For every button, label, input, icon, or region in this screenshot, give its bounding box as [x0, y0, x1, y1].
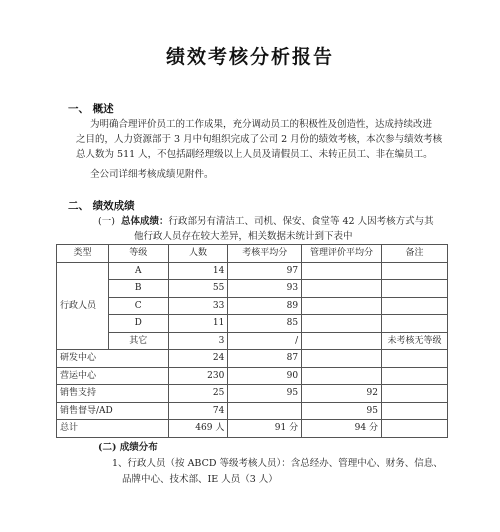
- type-cell: 销售支持: [57, 385, 169, 403]
- grade-cell: 其它: [108, 332, 168, 350]
- note-cell: [382, 350, 448, 368]
- total-label-cell: 总计: [57, 420, 169, 438]
- count-cell: 33: [168, 297, 228, 315]
- count-cell: 25: [168, 385, 228, 403]
- overview-line-3: 总人数为 511 人，不包括副经理级以上人员及请假员工、未转正员工、非在编员工。: [76, 149, 433, 160]
- grade-cell: C: [108, 297, 168, 315]
- header-cell: 类型: [57, 245, 109, 263]
- report-title: 绩效考核分析报告: [165, 46, 334, 68]
- mgmt-cell: [302, 262, 382, 280]
- grade-cell: A: [108, 262, 168, 280]
- overview-line-2: 之目的，人力资源部于 3 月中旬组织完成了公司 2 月份的绩效考核，本次参与绩效考核: [76, 134, 443, 145]
- note-cell: [382, 367, 448, 385]
- count-cell: 74: [168, 402, 228, 420]
- overall-text-2: 他行政人员存在较大差异，相关数据未统计到下表中: [134, 231, 353, 242]
- avg-cell: [228, 402, 302, 420]
- mgmt-cell: [302, 315, 382, 333]
- subsection-overall: [98, 214, 434, 229]
- avg-cell: 93: [228, 280, 302, 298]
- table-row: [57, 385, 448, 403]
- total-count-cell: 469 人: [168, 420, 228, 438]
- mgmt-cell: [302, 280, 382, 298]
- table-row: [57, 315, 448, 333]
- header-cell: 管理评价平均分: [302, 245, 382, 263]
- mgmt-cell: [302, 332, 382, 350]
- note-cell: [382, 402, 448, 420]
- mgmt-cell: [302, 297, 382, 315]
- distribution-line-2: 品牌中心、技术部、IE 人员（3 人）: [122, 474, 278, 485]
- table-row: [57, 367, 448, 385]
- avg-cell: 95: [228, 385, 302, 403]
- mgmt-cell: [302, 350, 382, 368]
- performance-table: [56, 244, 448, 438]
- count-cell: 230: [168, 367, 228, 385]
- total-avg-cell: 91 分: [228, 420, 302, 438]
- table-row: [57, 280, 448, 298]
- grade-cell: D: [108, 315, 168, 333]
- count-cell: 3: [168, 332, 228, 350]
- mgmt-cell: 92: [302, 385, 382, 403]
- table-row: [57, 402, 448, 420]
- avg-cell: 87: [228, 350, 302, 368]
- total-mgmt-cell: 94 分: [302, 420, 382, 438]
- table-row: [57, 262, 448, 280]
- subsection-number: (一): [98, 216, 115, 227]
- subsection-distribution-heading: (二) 成绩分布: [98, 442, 158, 453]
- note-cell: [382, 420, 448, 438]
- overview-line-1: 为明确合理评价员工的工作成果，充分调动员工的积极性及创造性，达成持续改进: [90, 119, 433, 130]
- grade-cell: B: [108, 280, 168, 298]
- note-cell: [382, 262, 448, 280]
- count-cell: 11: [168, 315, 228, 333]
- avg-cell: 90: [228, 367, 302, 385]
- section-heading-performance: 二、 绩效成绩: [68, 200, 135, 212]
- table-row: [57, 332, 448, 350]
- table-header-row: [57, 245, 448, 263]
- table-row: [57, 297, 448, 315]
- note-cell: [382, 315, 448, 333]
- header-cell: 等级: [108, 245, 168, 263]
- table-total-row: [57, 420, 448, 438]
- note-cell: [382, 280, 448, 298]
- avg-cell: 89: [228, 297, 302, 315]
- overview-paragraph-2: 全公司详细考核成绩见附件。: [90, 169, 214, 180]
- avg-cell: 85: [228, 315, 302, 333]
- mgmt-cell: [302, 367, 382, 385]
- header-cell: 备注: [382, 245, 448, 263]
- distribution-line-1: 1、行政人员（按 ABCD 等级考核人员）：含总经办、管理中心、财务、信息、: [112, 458, 443, 469]
- type-cell: 销售督导/AD: [57, 402, 169, 420]
- note-cell: [382, 385, 448, 403]
- section-heading-overview: 一、 概述: [68, 103, 114, 115]
- group-label-cell: 行政人员: [57, 262, 109, 350]
- type-cell: 研发中心: [57, 350, 169, 368]
- table-row: [57, 350, 448, 368]
- mgmt-cell: 95: [302, 402, 382, 420]
- avg-cell: /: [228, 332, 302, 350]
- count-cell: 24: [168, 350, 228, 368]
- header-cell: 人数: [168, 245, 228, 263]
- type-cell: 营运中心: [57, 367, 169, 385]
- avg-cell: 97: [228, 262, 302, 280]
- header-cell: 考核平均分: [228, 245, 302, 263]
- count-cell: 14: [168, 262, 228, 280]
- count-cell: 55: [168, 280, 228, 298]
- note-cell: [382, 297, 448, 315]
- note-cell: 未考核无等级: [382, 332, 448, 350]
- overall-label: 总体成绩：: [120, 216, 169, 227]
- overall-text-1: 行政部另有清洁工、司机、保安、食堂等 42 人因考核方式与其: [168, 216, 434, 227]
